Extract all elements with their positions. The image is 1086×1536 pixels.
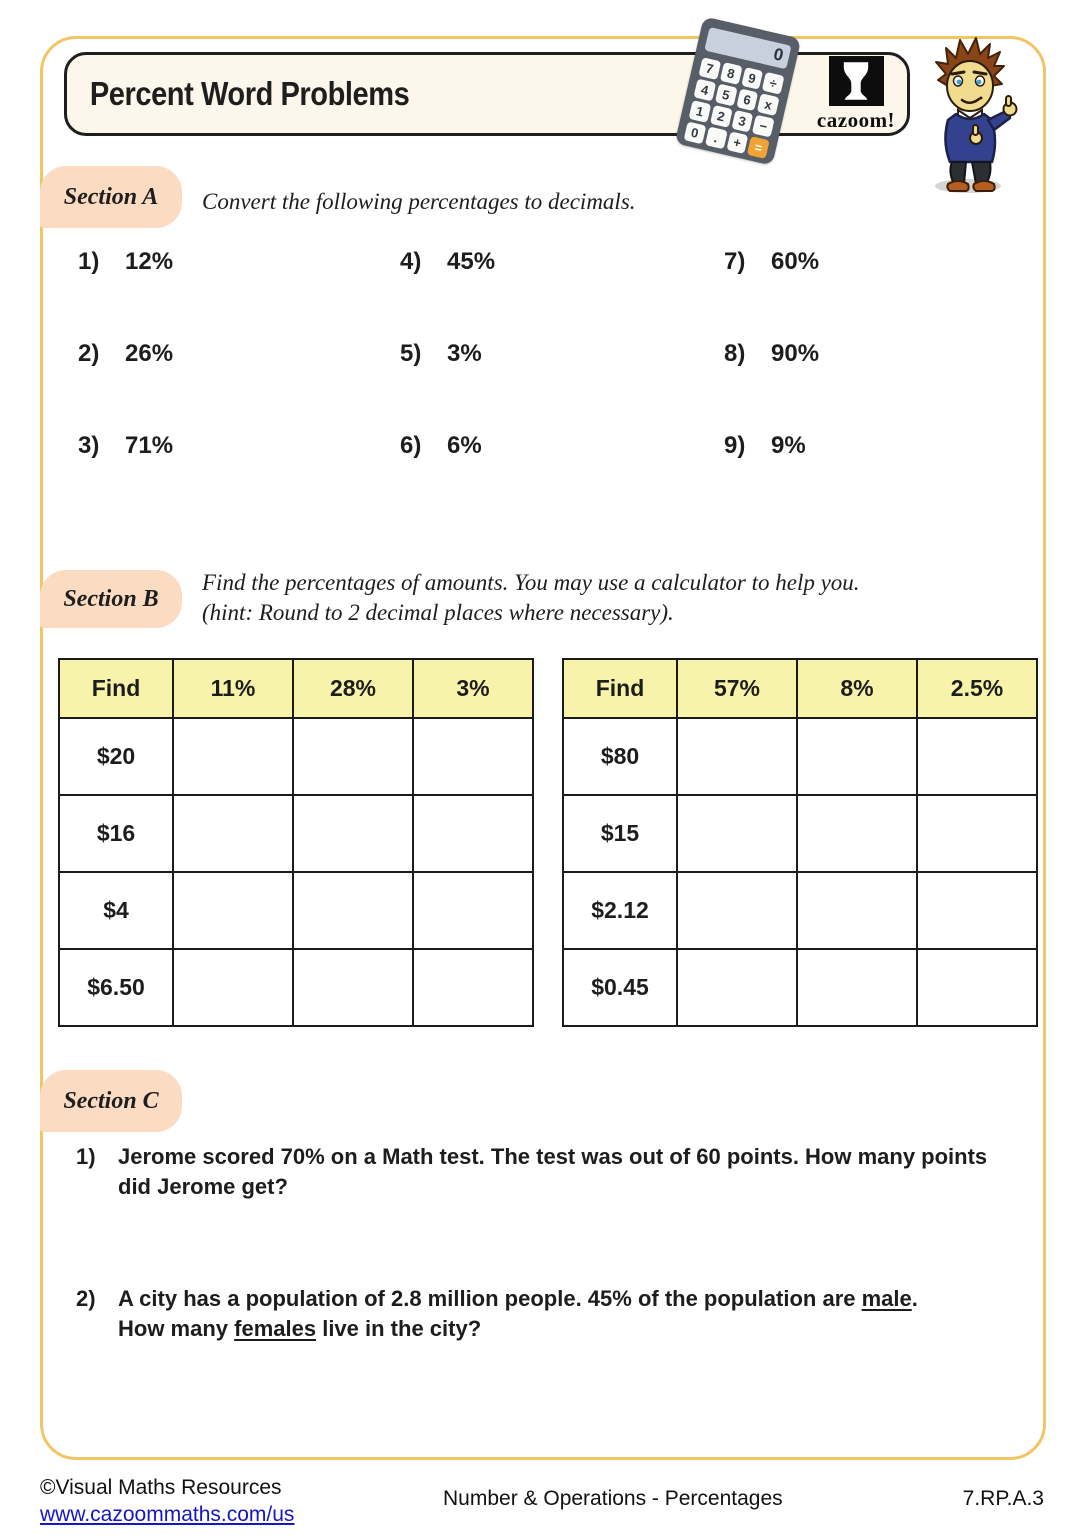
column-header: Find bbox=[563, 659, 677, 718]
question-1-line1: Jerome scored 70% on a Math test. The test was out of 60 points. How many points bbox=[118, 1144, 988, 1169]
row-label: $20 bbox=[59, 718, 173, 795]
calc-key: 2 bbox=[710, 105, 733, 128]
answer-cell bbox=[917, 795, 1037, 872]
column-header: 3% bbox=[413, 659, 533, 718]
answer-cell bbox=[797, 949, 917, 1026]
calc-key-decimal: . bbox=[705, 126, 728, 149]
table-row bbox=[59, 795, 533, 872]
section-c-label: Section C bbox=[40, 1070, 182, 1132]
boy-character-illustration bbox=[918, 34, 1020, 196]
answer-cell bbox=[797, 795, 917, 872]
section-a-item bbox=[724, 432, 978, 524]
answer-cell bbox=[797, 872, 917, 949]
section-b-table-right bbox=[562, 658, 1038, 1027]
question-2 bbox=[76, 1284, 1008, 1344]
column-header: Find bbox=[59, 659, 173, 718]
section-a-instruction: Convert the following percentages to decimals. bbox=[202, 189, 636, 214]
section-a-item bbox=[724, 340, 978, 432]
page-title: Percent Word Problems bbox=[89, 75, 410, 112]
answer-cell bbox=[413, 795, 533, 872]
table-row bbox=[563, 872, 1037, 949]
calc-key: 4 bbox=[693, 79, 716, 102]
section-a-label: Section A bbox=[40, 166, 182, 228]
underlined-word-male: male bbox=[861, 1286, 912, 1311]
answer-cell bbox=[293, 872, 413, 949]
question-number: 1) bbox=[76, 1144, 96, 1169]
section-a-item bbox=[78, 248, 400, 340]
calc-key: 7 bbox=[698, 57, 721, 80]
answer-cell bbox=[293, 795, 413, 872]
question-text bbox=[118, 1284, 1008, 1344]
answer-cell bbox=[677, 718, 797, 795]
row-label: $15 bbox=[563, 795, 677, 872]
table-row bbox=[563, 718, 1037, 795]
item-value: 45% bbox=[447, 248, 496, 275]
footer-topic: Number & Operations - Percentages bbox=[443, 1487, 783, 1510]
section-a-item bbox=[724, 248, 978, 340]
item-value: 90% bbox=[771, 340, 820, 367]
section-b-table-left bbox=[58, 658, 534, 1027]
table-row bbox=[59, 718, 533, 795]
cazoom-website-link[interactable]: www.cazoommaths.com/us bbox=[40, 1503, 295, 1526]
question-text bbox=[118, 1142, 1008, 1202]
question-2-part1: A city has a population of 2.8 million people. 45% of the population are bbox=[118, 1286, 862, 1311]
answer-cell bbox=[173, 718, 293, 795]
answer-cell bbox=[677, 872, 797, 949]
item-value: 26% bbox=[125, 340, 174, 367]
question-number: 2) bbox=[76, 1286, 96, 1311]
section-b-instruction bbox=[202, 568, 860, 628]
table-row bbox=[563, 795, 1037, 872]
calc-key: 3 bbox=[731, 110, 754, 133]
item-number: 4) bbox=[400, 248, 422, 275]
table-row bbox=[59, 872, 533, 949]
item-number: 1) bbox=[78, 248, 100, 275]
answer-cell bbox=[293, 949, 413, 1026]
section-a-items bbox=[78, 248, 978, 524]
section-a-item bbox=[400, 248, 724, 340]
row-label: $2.12 bbox=[563, 872, 677, 949]
answer-cell bbox=[797, 718, 917, 795]
row-label: $80 bbox=[563, 718, 677, 795]
answer-cell bbox=[917, 718, 1037, 795]
answer-cell bbox=[413, 949, 533, 1026]
cazoom-goblet-icon bbox=[829, 56, 884, 106]
row-label: $0.45 bbox=[563, 949, 677, 1026]
calc-key: 1 bbox=[689, 100, 712, 123]
section-a-item bbox=[78, 432, 400, 524]
calc-key-equals: = bbox=[747, 136, 770, 159]
column-header: 57% bbox=[677, 659, 797, 718]
answer-cell bbox=[917, 949, 1037, 1026]
calc-key-divide: ÷ bbox=[762, 72, 785, 95]
cazoom-logo bbox=[814, 56, 898, 133]
section-a-item bbox=[400, 432, 724, 524]
copyright-text: ©Visual Maths Resources bbox=[40, 1476, 282, 1499]
calc-key: 9 bbox=[741, 67, 764, 90]
item-value: 60% bbox=[771, 248, 820, 275]
section-b-instruction-line1: Find the percentages of amounts. You may use a calculator to help you. bbox=[202, 570, 860, 595]
calc-key-multiply: x bbox=[757, 93, 780, 116]
question-2-line2-post: live in the city? bbox=[316, 1316, 482, 1341]
column-header: 28% bbox=[293, 659, 413, 718]
calc-key-minus: − bbox=[752, 115, 775, 138]
answer-cell bbox=[173, 949, 293, 1026]
section-b-instruction-line2: (hint: Round to 2 decimal places where necessary). bbox=[202, 600, 674, 625]
row-label: $16 bbox=[59, 795, 173, 872]
answer-cell bbox=[173, 795, 293, 872]
row-label: $4 bbox=[59, 872, 173, 949]
underlined-word-females: females bbox=[234, 1316, 317, 1341]
item-value: 71% bbox=[125, 432, 174, 459]
calc-key: 6 bbox=[736, 88, 759, 111]
column-header: 2.5% bbox=[917, 659, 1037, 718]
question-2-line2-pre: How many bbox=[118, 1316, 235, 1341]
question-1-line2: did Jerome get? bbox=[118, 1174, 288, 1199]
calc-key: 0 bbox=[684, 122, 707, 145]
item-number: 2) bbox=[78, 340, 100, 367]
question-2-period: . bbox=[911, 1286, 918, 1311]
table-header-row bbox=[59, 659, 533, 718]
column-header: 8% bbox=[797, 659, 917, 718]
answer-cell bbox=[293, 718, 413, 795]
column-header: 11% bbox=[173, 659, 293, 718]
table-header-row bbox=[563, 659, 1037, 718]
item-number: 7) bbox=[724, 248, 746, 275]
item-number: 5) bbox=[400, 340, 422, 367]
cazoom-logo-text: cazoom! bbox=[816, 108, 896, 132]
answer-cell bbox=[917, 872, 1037, 949]
answer-cell bbox=[677, 949, 797, 1026]
calc-key: 5 bbox=[715, 84, 738, 107]
section-a-item bbox=[400, 340, 724, 432]
footer-standard-code: 7.RP.A.3 bbox=[962, 1487, 1044, 1510]
item-number: 8) bbox=[724, 340, 746, 367]
section-a-item bbox=[78, 340, 400, 432]
item-value: 9% bbox=[771, 432, 806, 459]
item-value: 12% bbox=[125, 248, 174, 275]
item-value: 6% bbox=[447, 432, 482, 459]
item-number: 3) bbox=[78, 432, 100, 459]
footer-attribution bbox=[40, 1474, 294, 1528]
answer-cell bbox=[677, 795, 797, 872]
item-number: 6) bbox=[400, 432, 422, 459]
calc-key: 8 bbox=[720, 62, 743, 85]
answer-cell bbox=[413, 718, 533, 795]
item-value: 3% bbox=[447, 340, 482, 367]
row-label: $6.50 bbox=[59, 949, 173, 1026]
answer-cell bbox=[173, 872, 293, 949]
item-number: 9) bbox=[724, 432, 746, 459]
table-row bbox=[563, 949, 1037, 1026]
question-1 bbox=[76, 1142, 1008, 1202]
calculator-screen: 0 bbox=[704, 27, 791, 69]
answer-cell bbox=[413, 872, 533, 949]
table-row bbox=[59, 949, 533, 1026]
calc-key-plus: + bbox=[726, 131, 749, 154]
section-b-label: Section B bbox=[40, 570, 182, 628]
calculator-keypad bbox=[684, 57, 785, 159]
